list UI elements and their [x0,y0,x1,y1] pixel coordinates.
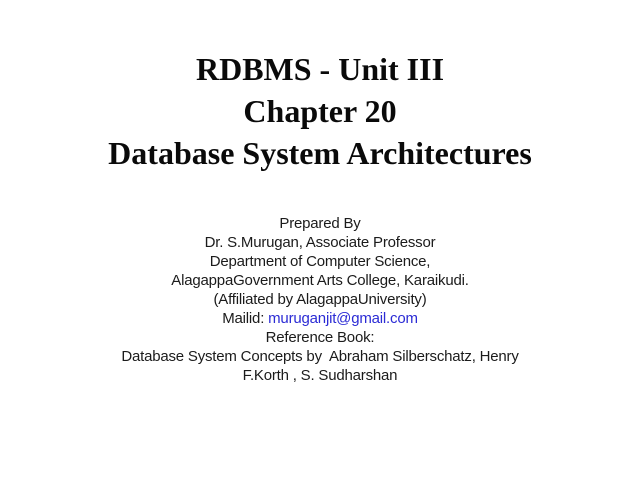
prepared-by-line: Prepared By [279,215,361,232]
mailid-line [0,309,640,328]
affiliation-line: (Affiliated by AlagappaUniversity) [213,291,427,308]
mailid-label: Mailid: [222,310,269,327]
department-line: Department of Computer Science, [209,253,431,270]
reference-book-line-2: F.Korth , S. Sudharshan [242,367,398,384]
author-line: Dr. S.Murugan, Associate Professor [204,234,436,251]
title-line-unit: RDBMS - Unit III [195,51,445,87]
title-line-chapter: Chapter 20 [243,93,397,129]
slide-title [0,48,640,174]
slide-subtitle [0,214,640,385]
reference-book-line-1: Database System Concepts by Abraham Silberschatz, Henry [121,348,519,365]
title-line-topic: Database System Architectures [108,135,532,171]
college-line: AlagappaGovernment Arts College, Karaikudi. [171,272,469,289]
email-link[interactable]: muruganjit@gmail.com [268,310,418,327]
reference-book-heading: Reference Book: [265,329,375,346]
